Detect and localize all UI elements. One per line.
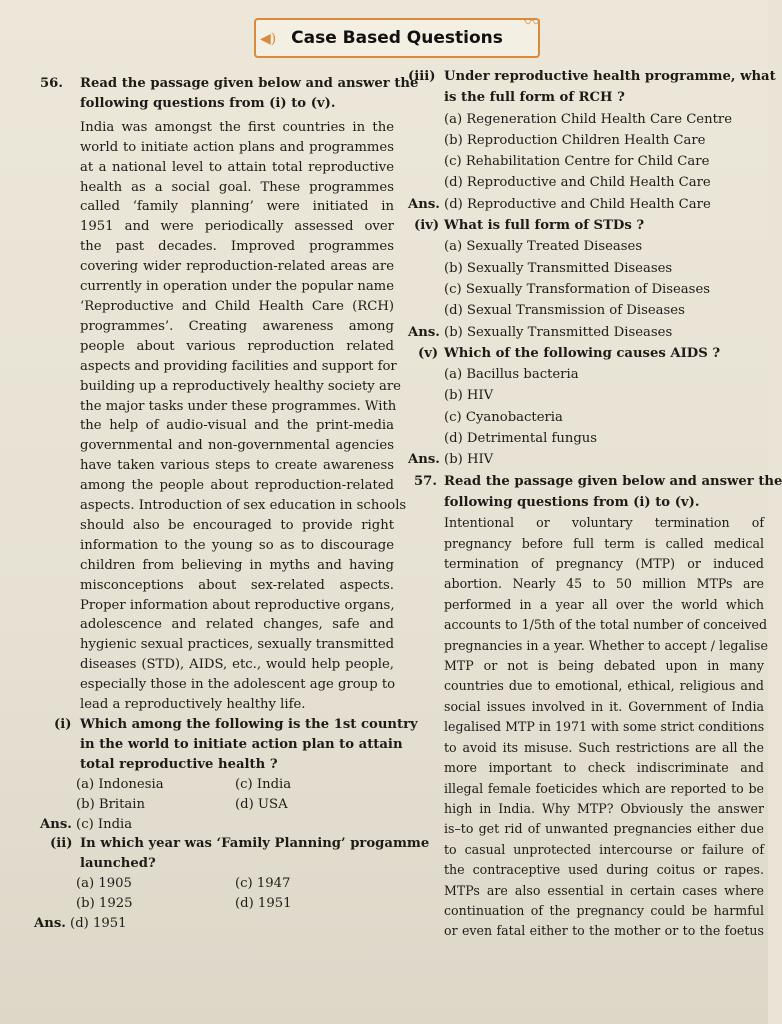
passage-line: abortion. Nearly 45 to 50 million MTPs are [444, 576, 764, 592]
q56-iv-question: (iv) What is full form of STDs ? [414, 218, 645, 234]
passage-line: aspects and providing facilities and support for [80, 358, 397, 374]
passage-line: to avoid its misuse. Such restrictions are all the [444, 739, 764, 755]
passage-line: Intentional or voluntary termination of [444, 515, 764, 531]
passage-line: children from believing in myths and having [80, 557, 394, 573]
section-title: Case Based Questions [291, 28, 503, 48]
q56-i-options [40, 795, 394, 815]
q56-v-question: (v) Which of the following causes AIDS ? [418, 345, 721, 361]
q56-v-answer: Ans. (b) HIV [408, 452, 494, 468]
passage-line: building up a reproductively healthy society are [80, 378, 401, 394]
passage-line: continuation of the pregnancy could be harmful [444, 902, 764, 918]
speaker-icon: ◀) [260, 31, 277, 47]
passage-line: termination of pregnancy (MTP) or induced [444, 556, 764, 572]
option: (b) Reproduction Children Health Care [444, 132, 706, 148]
passage-line: performed in a year all over the world which [444, 596, 764, 612]
passage-line: is–to get rid of unwanted pregnancies either due [444, 821, 764, 837]
q56-ii-question: launched? [80, 856, 156, 872]
passage-line: the help of audio-visual and the print-media [80, 418, 394, 434]
passage-line: should also be encouraged to provide right [80, 517, 394, 533]
option: (b) HIV [444, 388, 494, 404]
option: (a) 1905 [76, 876, 132, 892]
option: (a) Regeneration Child Health Care Centre [444, 111, 733, 127]
q56-i-options [40, 775, 394, 795]
option: (d) Reproductive and Child Health Care [444, 175, 711, 191]
passage-line: MTP or not is being debated upon in many [444, 658, 764, 674]
passage-line: adolescence and related changes, safe and [80, 617, 394, 633]
passage-line: lead a reproductively healthy life. [80, 697, 306, 713]
passage-line: misconceptions about sex-related aspects. [80, 577, 394, 593]
passage-line: currently in operation under the popular name [80, 279, 394, 295]
left-column [34, 74, 430, 934]
q57-prompt-line: 57. Read the passage given below and answer the [414, 473, 782, 489]
q56-iii-question: is the full form of RCH ? [444, 90, 625, 106]
passage-line: diseases (STD), AIDS, etc., would help people, [80, 657, 394, 673]
passage-line: countries due to emotional, ethical, religious and [444, 678, 764, 694]
q56-ii-options [40, 894, 394, 914]
passage-line: hygienic sexual practices, sexually transmitted [80, 637, 395, 653]
passage-line: legalised MTP in 1971 with some strict conditions [444, 719, 765, 735]
passage-line: governmental and non-governmental agencies [80, 438, 394, 454]
passage-line: illegal female foeticides which are reported to be [444, 780, 764, 796]
passage-line: aspects. Introduction of sex education in schools [80, 498, 407, 514]
q56-i-question: total reproductive health ? [80, 756, 278, 772]
passage-line: health as a social goal. These programmes [80, 179, 394, 195]
option: (c) Sexually Transformation of Diseases [444, 281, 711, 297]
passage-line: ‘Reproductive and Child Health Care (RCH) [80, 298, 394, 314]
q56-number: 56. [40, 76, 63, 91]
passage-line: accounts to 1/5th of the total number of conceived [444, 617, 768, 633]
option: (d) Sexual Transmission of Diseases [444, 303, 685, 319]
q56-prompt-line: following questions from (i) to (v). [80, 95, 336, 111]
passage-line: India was amongst the first countries in the [80, 119, 394, 135]
passage-line: pregnancies in a year. Whether to accept / legalise [444, 637, 768, 653]
option: (d) 1951 [235, 896, 292, 912]
passage-line: the contraceptive used during coitus or rapes. [444, 862, 764, 878]
passage-line: people about various reproduction related [80, 338, 394, 354]
passage-line: MTPs are also essential in certain cases where [444, 882, 764, 898]
option: (c) 1947 [235, 876, 291, 892]
section-header [254, 13, 541, 58]
q56-i-answer: Ans. (c) India [40, 816, 133, 832]
passage-line: covering wider reproduction-related areas are [80, 259, 394, 275]
q56-i-question: in the world to initiate action plan to attain [80, 736, 403, 752]
q56-ii-question: (ii) In which year was ‘Family Planning’ progamme [50, 836, 430, 852]
passage-line: world to initiate action plans and programmes [80, 139, 394, 155]
option: (b) 1925 [76, 896, 133, 912]
option: (d) Detrimental fungus [444, 431, 598, 447]
option: (b) Sexually Transmitted Diseases [444, 260, 673, 276]
option: (a) Bacillus bacteria [444, 367, 579, 383]
swirl-icon: 〰 [524, 13, 541, 32]
passage-line: Proper information about reproductive organs, [80, 597, 395, 613]
passage-line: more important to check indiscriminate and [444, 760, 764, 776]
passage-line: information to the young so as to discourage [80, 537, 394, 553]
passage-line: have taken various steps to create awareness [80, 458, 394, 474]
option: (c) India [235, 776, 292, 792]
q56-ii-answer: Ans. (d) 1951 [34, 916, 127, 932]
q56-i-question: (i) Which among the following is the 1st country [54, 717, 418, 732]
q56-iii-answer: Ans. (d) Reproductive and Child Health Care [408, 196, 711, 212]
passage-line: the major tasks under these programmes. With [80, 398, 397, 414]
passage-line: especially those in the adolescent age group to [80, 677, 396, 693]
passage-line: pregnancy before full term is called medical [444, 535, 764, 551]
q57-prompt-line: following questions from (i) to (v). [444, 494, 700, 510]
option: (c) Cyanobacteria [444, 409, 563, 425]
option: (a) Sexually Treated Diseases [444, 239, 643, 255]
passage-line: at a national level to attain total reproductive [80, 159, 394, 175]
passage-line: social issues involved in it. Government of India [444, 698, 764, 714]
option: (c) Rehabilitation Centre for Child Care [444, 154, 710, 170]
q56-iv-answer: Ans. (b) Sexually Transmitted Diseases [408, 324, 673, 340]
right-column [408, 66, 782, 942]
q56-ii-options [40, 874, 394, 894]
q57-passage [408, 513, 768, 942]
q56-iii-question: (iii) Under reproductive health programme, what [408, 69, 776, 84]
q56-passage [40, 118, 407, 715]
passage-line: the past decades. Improved programmes [80, 239, 394, 255]
option: (a) Indonesia [76, 776, 164, 792]
passage-line: programmes’. Creating awareness among [80, 318, 394, 334]
passage-line: 1951 and were periodically assessed over [80, 219, 394, 235]
passage-line: high in India. Why MTP? Obviously the answer [444, 800, 764, 816]
passage-line: called ‘family planning’ were initiated in [80, 199, 394, 215]
passage-line: or even fatal either to the mother or to the foetus [444, 923, 764, 939]
passage-line: to casual unprotected intercourse or failure of [444, 841, 764, 857]
option: (b) Britain [76, 796, 146, 812]
passage-line: among the people about reproduction-related [80, 478, 394, 494]
option: (d) USA [235, 796, 288, 812]
q56-prompt-line: 56. Read the passage given below and answer the [40, 74, 394, 94]
